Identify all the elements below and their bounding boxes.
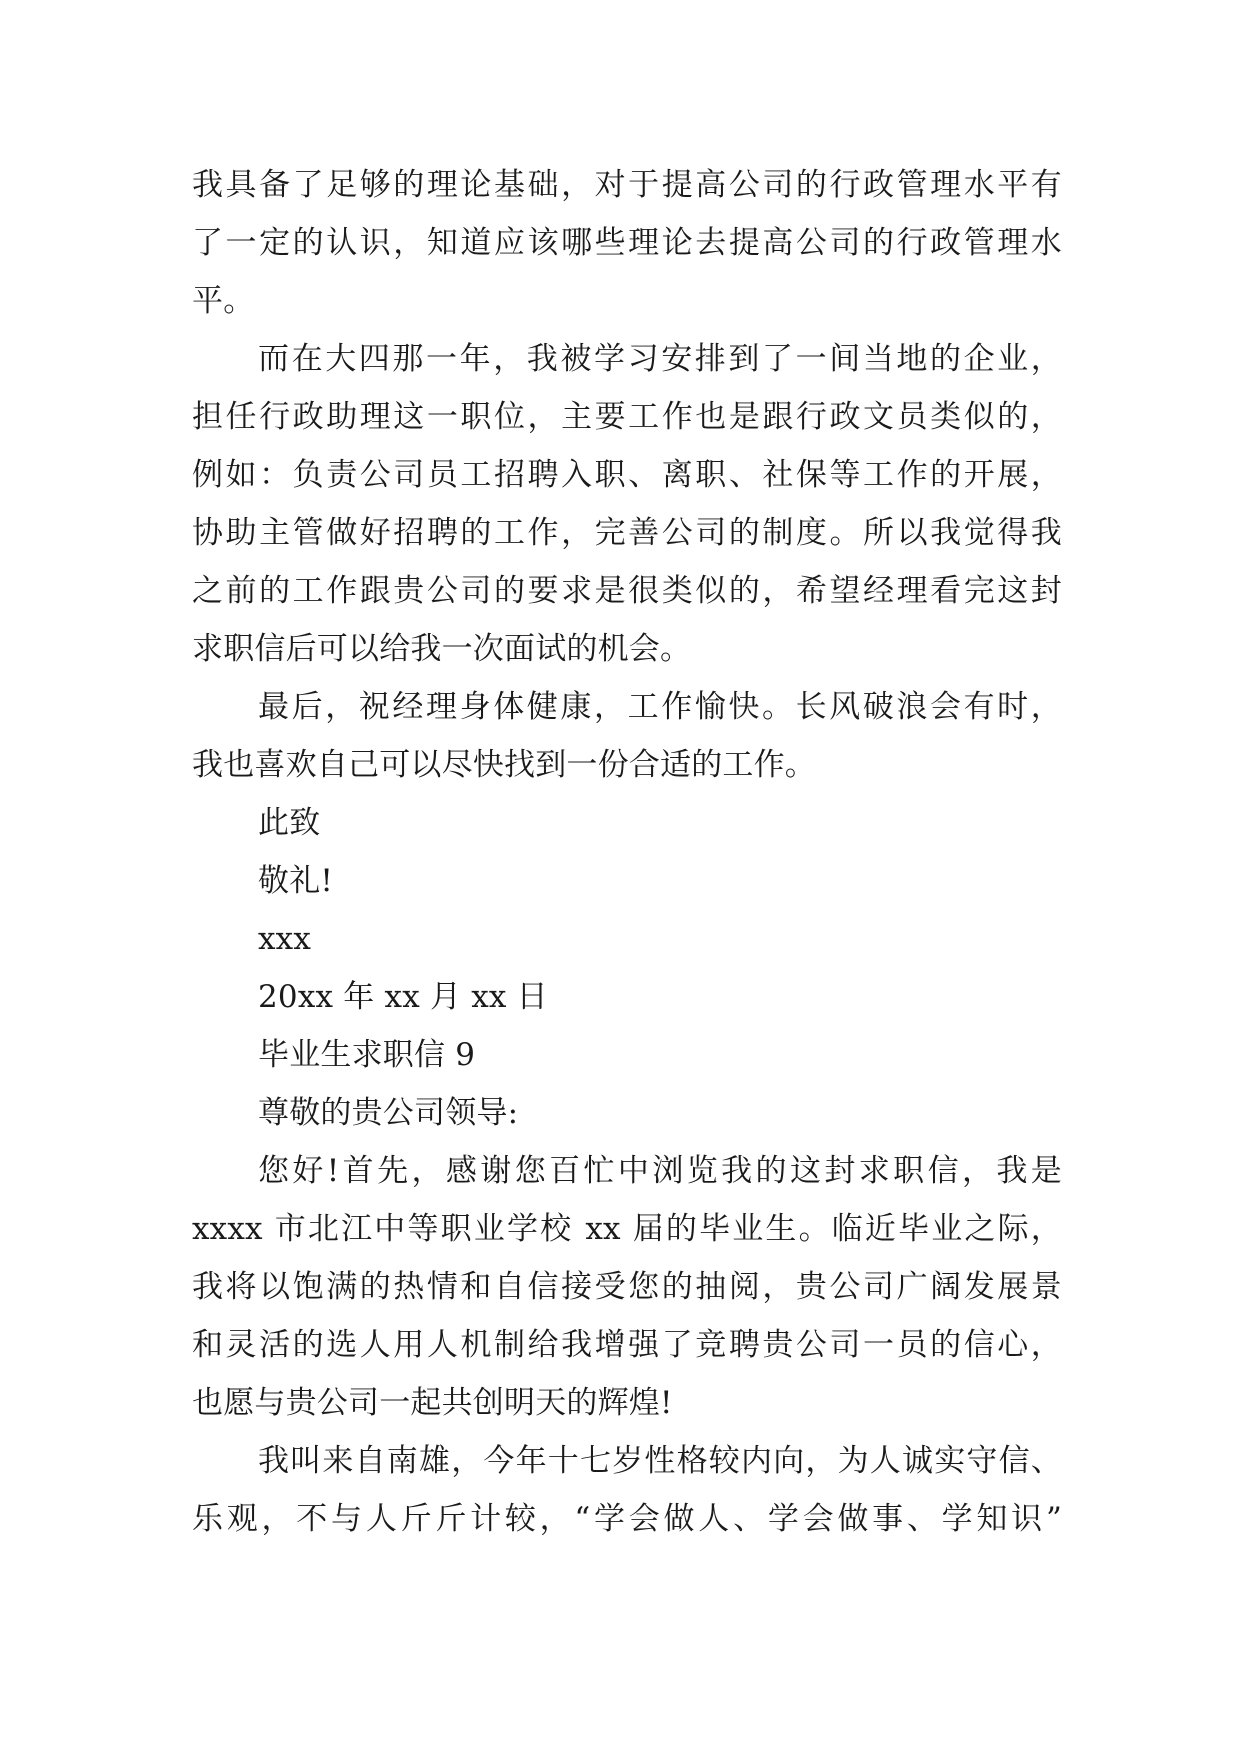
text-line: 此致 (258, 805, 321, 841)
text-line: 我具备了足够的理论基础，对于提高公司的行政管理水平有 (192, 167, 1062, 203)
text-line: 之前的工作跟贵公司的要求是很类似的，希望经理看完这封 (192, 573, 1062, 609)
text-line: 担任行政助理这一职位，主要工作也是跟行政文员类似的， (192, 399, 1062, 435)
text-line: 协助主管做好招聘的工作，完善公司的制度。所以我觉得我 (192, 515, 1062, 551)
text-line: 敬礼! (258, 863, 334, 899)
text-line: 我将以饱满的热情和自信接受您的抽阅，贵公司广阔发展景 (192, 1269, 1062, 1305)
text-line: 您好!首先，感谢您百忙中浏览我的这封求职信，我是 (258, 1153, 1062, 1189)
letter-body (192, 156, 1062, 1548)
text-line: 了一定的认识，知道应该哪些理论去提高公司的行政管理水 (192, 225, 1062, 261)
text-line: xxx (258, 921, 312, 957)
text-line: 尊敬的贵公司领导: (258, 1095, 519, 1131)
text-line: 和灵活的选人用人机制给我增强了竞聘贵公司一员的信心， (192, 1327, 1062, 1363)
text-line: xxxx 市北江中等职业学校 xx 届的毕业生。临近毕业之际， (192, 1211, 1062, 1247)
text-line: 平。 (192, 283, 255, 319)
text-line: 我叫来自南雄，今年十七岁性格较内向，为人诚实守信、 (258, 1443, 1062, 1479)
text-line: 乐观，不与人斤斤计较，“学会做人、学会做事、学知识” (192, 1501, 1062, 1537)
text-line: 我也喜欢自己可以尽快找到一份合适的工作。 (192, 747, 816, 783)
text-line: 最后，祝经理身体健康，工作愉快。长风破浪会有时， (258, 689, 1062, 725)
text-line: 例如：负责公司员工招聘入职、离职、社保等工作的开展， (192, 457, 1062, 493)
text-line: 而在大四那一年，我被学习安排到了一间当地的企业， (258, 341, 1062, 377)
text-line: 毕业生求职信 9 (258, 1037, 476, 1073)
text-line: 20xx 年 xx 月 xx 日 (258, 979, 548, 1015)
text-line: 求职信后可以给我一次面试的机会。 (192, 631, 692, 667)
text-line: 也愿与贵公司一起共创明天的辉煌! (192, 1385, 673, 1421)
